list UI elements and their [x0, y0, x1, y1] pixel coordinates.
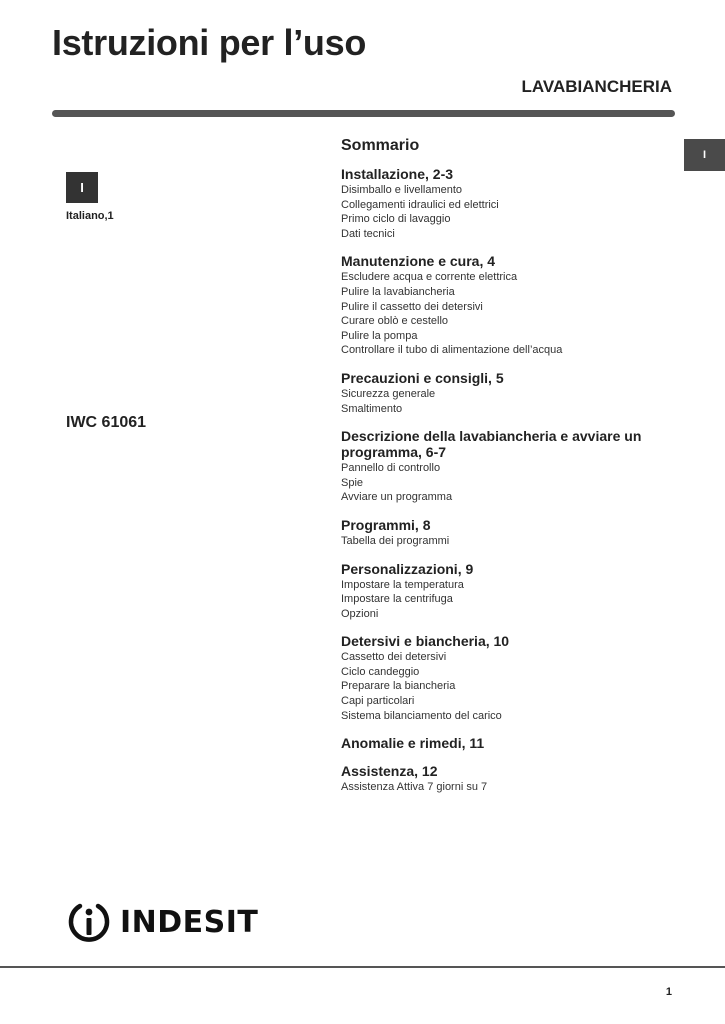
indesit-logo-icon	[66, 899, 112, 945]
toc-section-title: Personalizzazioni, 9	[341, 560, 474, 577]
toc-item: Pulire il cassetto dei detersivi	[341, 300, 483, 313]
toc-title: Sommario	[341, 137, 420, 154]
toc-section-title: Installazione, 2-3	[341, 166, 454, 182]
toc-item-list	[341, 183, 686, 241]
brand-logo	[66, 900, 258, 944]
toc-section-title: Manutenzione e cura, 4	[341, 253, 496, 270]
toc-section	[341, 763, 686, 795]
toc-item: Avviare un programma	[341, 491, 453, 504]
toc-section	[341, 735, 686, 751]
toc-item: Assistenza Attiva 7 giorni su 7	[341, 781, 488, 794]
toc-item: Pulire la pompa	[341, 329, 418, 342]
toc-item: Primo ciclo di lavaggio	[341, 213, 451, 226]
toc-section	[341, 370, 686, 416]
toc-item-list	[341, 270, 686, 358]
toc-section	[341, 166, 686, 241]
toc-item: Spie	[341, 476, 364, 489]
toc-section	[341, 561, 686, 622]
page-title: Istruzioni per l’uso	[52, 22, 367, 63]
toc-item: Disimballo e livellamento	[341, 184, 463, 196]
toc-item: Impostare la temperatura	[341, 578, 464, 591]
top-divider	[52, 110, 675, 117]
toc-section-title: Programmi, 8	[341, 516, 431, 533]
toc-item: Opzioni	[341, 607, 379, 620]
toc-section-title: Detersivi e biancheria, 10	[341, 633, 510, 650]
toc-item: Escludere acqua e corrente elettrica	[341, 271, 518, 284]
toc-item: Pulire la lavabiancheria	[341, 285, 455, 298]
toc-section	[341, 428, 686, 505]
toc-item: Sistema bilanciamento del carico	[341, 709, 502, 722]
toc-item: Curare oblò e cestello	[341, 315, 449, 328]
page-number: 1	[665, 986, 672, 998]
language-side-tab: I	[684, 139, 725, 171]
toc-item: Ciclo candeggio	[341, 665, 420, 678]
toc-section	[341, 517, 686, 549]
table-of-contents	[341, 137, 686, 807]
toc-item: Sicurezza generale	[341, 387, 436, 400]
language-badge: I	[66, 172, 98, 203]
bottom-divider	[0, 966, 725, 968]
toc-item: Tabella dei programmi	[341, 534, 450, 547]
toc-item-list	[341, 780, 686, 795]
toc-item: Dati tecnici	[341, 227, 395, 240]
toc-item: Cassetto dei detersivi	[341, 651, 447, 664]
language-label: Italiano,1	[66, 210, 114, 222]
toc-item-list	[341, 534, 686, 549]
toc-section-title: Precauzioni e consigli, 5	[341, 369, 504, 386]
toc-section	[341, 633, 686, 723]
toc-item: Smaltimento	[341, 402, 403, 415]
toc-item: Impostare la centrifuga	[341, 593, 453, 606]
toc-sections	[341, 166, 686, 795]
toc-item: Capi particolari	[341, 695, 415, 708]
toc-section-title: Assistenza, 12	[341, 763, 438, 780]
toc-item: Preparare la biancheria	[341, 680, 456, 693]
toc-item-list	[341, 650, 686, 723]
toc-item-list	[341, 461, 686, 505]
toc-item: Controllare il tubo di alimentazione dell’acqua	[341, 344, 563, 357]
toc-item: Pannello di controllo	[341, 462, 441, 475]
product-type: LAVABIANCHERIA	[521, 77, 672, 96]
toc-section	[341, 253, 686, 358]
brand-name: INDESIT	[120, 904, 259, 940]
model-number: IWC 61061	[66, 414, 147, 431]
toc-section-title: Anomalie e rimedi, 11	[341, 735, 485, 752]
toc-item-list	[341, 578, 686, 622]
toc-section-title: Descrizione della lavabiancheria e avviare un programma, 6-7	[341, 428, 642, 461]
toc-item-list	[341, 387, 686, 416]
toc-item: Collegamenti idraulici ed elettrici	[341, 198, 499, 211]
